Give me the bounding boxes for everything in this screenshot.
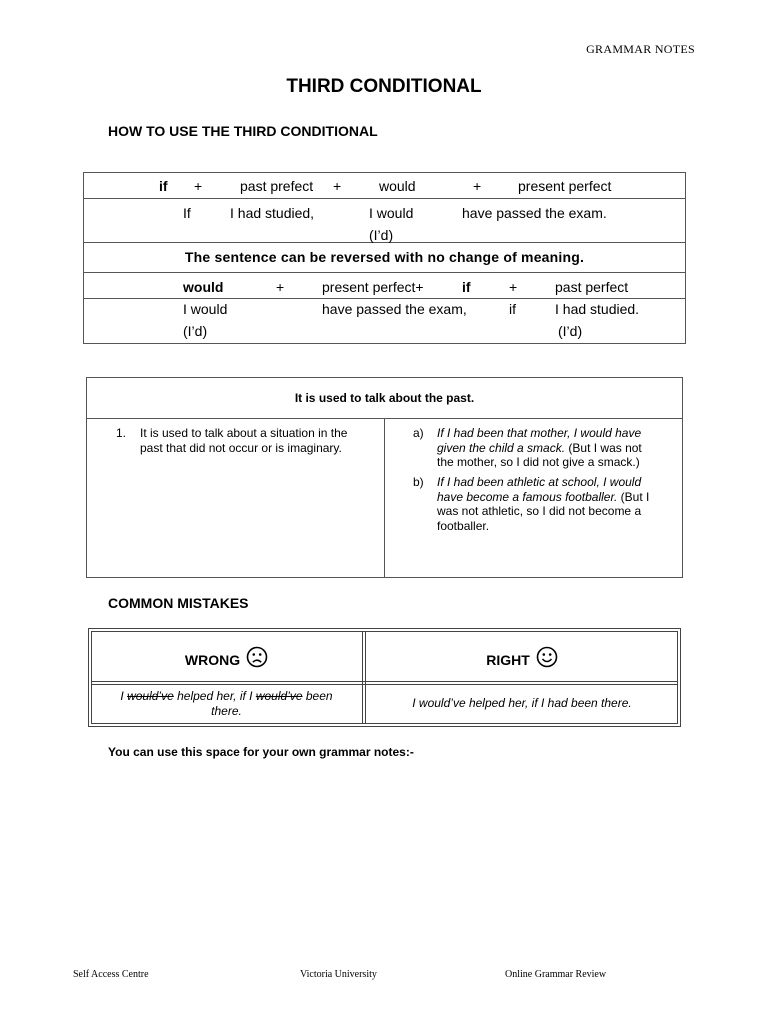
wrong-text: helped her, if I	[173, 689, 256, 703]
example-a-line: given the child a smack.	[437, 440, 566, 455]
example-if: if	[509, 301, 516, 317]
divider	[83, 198, 686, 199]
example-would: I would	[183, 301, 228, 317]
point-number: 1.	[116, 426, 127, 440]
wrong-text: there.	[211, 703, 242, 718]
example-if: If	[183, 205, 191, 221]
point-text-line: It is used to talk about a situation in the	[140, 426, 348, 440]
example-b-line: have become a famous footballer.	[437, 489, 618, 504]
formula-past-perfect: past perfect	[555, 279, 629, 295]
example-contraction: (I’d)	[369, 227, 394, 243]
formula-plus: +	[509, 279, 518, 295]
section-heading-how: HOW TO USE THE THIRD CONDITIONAL	[108, 123, 378, 139]
formula-if: if	[462, 279, 471, 295]
happy-face-icon	[536, 646, 558, 668]
divider	[83, 298, 686, 299]
example-had-studied: I had studied.	[555, 301, 640, 317]
formula-plus: +	[194, 178, 203, 194]
formula-plus: +	[473, 178, 482, 194]
formula-plus: +	[333, 178, 342, 194]
wrong-example	[91, 689, 362, 718]
notes-prompt: You can use this space for your own grammar notes:-	[108, 745, 414, 759]
sad-face-icon	[246, 646, 268, 668]
wrong-strike: would’ve	[127, 689, 174, 703]
divider	[83, 272, 686, 273]
example-contraction: (I’d)	[558, 323, 583, 339]
example-b-line: If I had been athletic at school, I would	[437, 475, 642, 489]
right-example: I would’ve helped her, if I had been there.	[412, 696, 632, 710]
example-would: I would	[369, 205, 414, 221]
example-b-label: b)	[413, 475, 424, 489]
page-title: THIRD CONDITIONAL	[286, 76, 482, 97]
formula-if: if	[159, 178, 168, 194]
formula-would: would	[183, 279, 224, 295]
point-text	[140, 426, 347, 455]
header-note: GRAMMAR NOTES	[586, 42, 695, 56]
example-a-line: the mother, so I did not give a smack.)	[437, 455, 640, 469]
footer-center: Victoria University	[300, 969, 377, 980]
right-header	[366, 646, 678, 668]
footer-left: Self Access Centre	[73, 969, 149, 980]
example-a-line: (But I was not	[565, 440, 642, 455]
wrong-label: WRONG	[184, 652, 241, 668]
reversed-note: The sentence can be reversed with no change of meaning.	[184, 249, 585, 265]
example-a-line: If I had been that mother, I would have	[437, 426, 642, 440]
point-text-line: past that did not occur or is imaginary.	[140, 440, 342, 455]
divider	[362, 631, 363, 724]
wrong-text: been	[302, 689, 333, 703]
formula-would: would	[379, 178, 416, 194]
divider	[91, 684, 678, 685]
example-b-line: footballer.	[437, 518, 490, 533]
example-a-label: a)	[413, 426, 424, 440]
example-contraction: (I’d)	[183, 323, 208, 339]
example-b-line: (But I	[617, 489, 650, 504]
formula-present-perfect: present perfect+	[322, 279, 424, 295]
example-b	[437, 475, 649, 533]
example-passed-exam: have passed the exam,	[322, 301, 467, 317]
section-heading-mistakes: COMMON MISTAKES	[108, 595, 249, 611]
example-b-line: was not athletic, so I did not become a	[437, 504, 642, 518]
wrong-text: I	[120, 689, 128, 703]
right-label: RIGHT	[486, 652, 530, 668]
divider	[91, 681, 678, 682]
example-a	[437, 426, 642, 470]
formula-present-perfect: present perfect	[518, 178, 612, 194]
notes-area[interactable]	[108, 770, 688, 950]
wrong-strike: would’ve	[255, 689, 303, 703]
formula-past-perfect: past prefect	[240, 178, 314, 194]
example-had-studied: I had studied,	[230, 205, 315, 221]
example-passed-exam: have passed the exam.	[462, 205, 607, 221]
formula-plus: +	[276, 279, 285, 295]
footer-right: Online Grammar Review	[505, 969, 607, 980]
usage-heading: It is used to talk about the past.	[294, 391, 475, 405]
wrong-header	[91, 646, 362, 668]
divider	[384, 418, 385, 578]
